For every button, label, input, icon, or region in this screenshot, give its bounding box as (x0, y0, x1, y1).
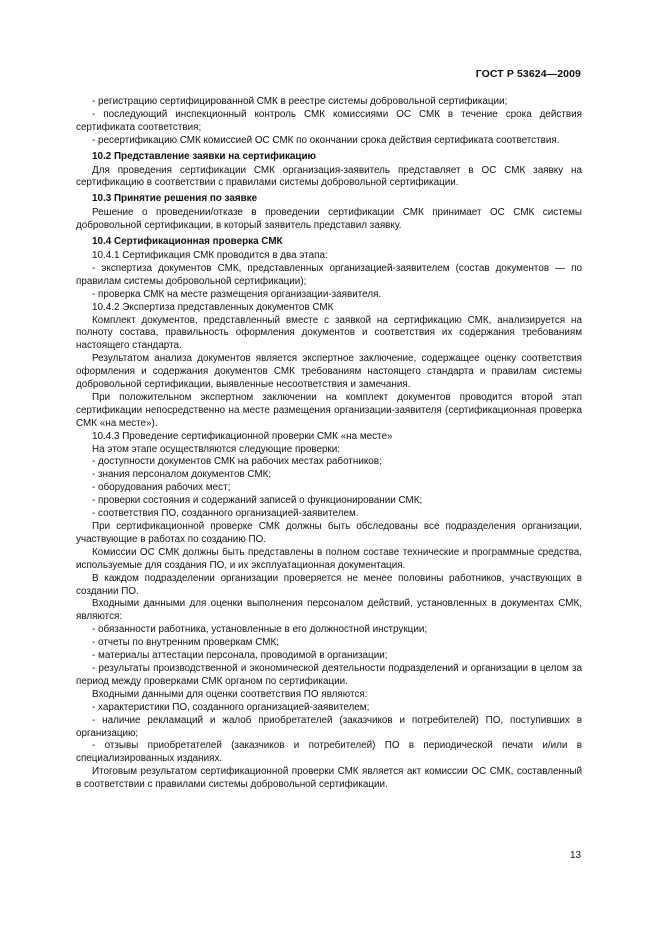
list-item: - ресертификацию СМК комиссией ОС СМК по окончании срока действия сертификата соответствия. (92, 134, 560, 146)
paragraph: 10.4.1 Сертификация СМК проводится в два этапа: (92, 249, 328, 261)
paragraph: Входными данными для оценки соответствия ПО являются: (92, 688, 368, 700)
paragraph: 10.4.2 Экспертиза представленных документов СМК (92, 301, 334, 313)
paragraph: Для проведения сертификации СМК организация-заявитель представляет в ОС СМК заявку на сертификацию в соответствии с правилами системы добровольной сертификации. (76, 164, 582, 189)
paragraph: При сертификационной проверке СМК должны быть обследованы все подразделения организации, участвующие в работах по созданию ПО. (76, 521, 582, 545)
paragraph: Комиссии ОС СМК должны быть представлены в полном составе технические и программные средства, используемые для создания ПО, и их эксплуатационная документация. (76, 546, 582, 571)
list-item: - характеристики ПО, созданного организацией-заявителем; (92, 701, 370, 713)
list-item: - знания персоналом документов СМК; (92, 469, 272, 481)
page-header-standard-code: ГОСТ Р 53624—2009 (475, 68, 581, 80)
paragraph: В каждом подразделении организации проверяется не менее половины работников, участвующих в создании ПО. (76, 572, 582, 597)
section-heading: 10.3 Принятие решения по заявке (92, 193, 258, 205)
list-item: - отзывы приобретателей (заказчиков и потребителей) ПО в периодической печати и/или в специализированных изданиях. (76, 740, 582, 765)
list-item: - результаты производственной и экономической деятельности подразделений и организации в целом за период между проверками СМК органом по сертификации. (76, 662, 582, 687)
list-item: - доступности документов СМК на рабочих местах работников; (92, 456, 382, 468)
list-item: - оборудования рабочих мест; (92, 482, 231, 494)
section-heading: 10.4 Сертификационная проверка СМК (92, 236, 283, 248)
list-item: - проверка СМК на месте размещения организации-заявителя. (92, 288, 382, 300)
list-item: - последующий инспекционный контроль СМК комиссиями ОС СМК в течение срока действия сертификата соответствия; (76, 108, 582, 133)
document-body (76, 96, 582, 792)
paragraph: 10.4.3 Проведение сертификационной проверки СМК «на месте» (92, 430, 393, 442)
list-item: - наличие рекламаций и жалоб приобретателей (заказчиков и потребителей) ПО, поступивших в организацию; (76, 714, 582, 739)
paragraph: Итоговым результатом сертификационной проверки СМК является акт комиссии ОС СМК, составленный в соответствии с правилами системы добровольной сертификации. (76, 766, 582, 791)
list-item: - регистрацию сертифицированной СМК в реестре системы добровольной сертификации; (92, 96, 508, 107)
list-item: - соответствия ПО, созданного организацией-заявителем. (92, 508, 359, 520)
paragraph: Входными данными для оценки выполнения персоналом действий, установленных в документах СМК, являются: (76, 598, 582, 623)
list-item: - проверки состояния и содержаний записей о функционировании СМК; (92, 495, 423, 507)
paragraph: Комплект документов, представленный вместе с заявкой на сертификацию СМК, анализируется на полноту состава, правильность оформления документов и соответствия их содержания требованиям настоящего стандарта. (76, 314, 582, 352)
page-number: 13 (570, 850, 581, 861)
paragraph: Результатом анализа документов является экспертное заключение, содержащее оценку соответствия оформления и содержания документов СМК требованиям настоящего стандарта и правилам системы добровольной сертификации, выявленные несоответствия и замечания. (76, 353, 582, 391)
paragraph: На этом этапе осуществляются следующие проверки: (92, 443, 341, 455)
list-item: - материалы аттестации персонала, проводимой в организации; (92, 650, 388, 662)
paragraph: При положительном экспертном заключении на комплект документов проводится второй этап сертификации непосредственно на месте размещения организации-заявителя (сертификационная проверка СМК «на месте»). (76, 391, 582, 429)
paragraph: Решение о проведении/отказе в проведении сертификации СМК принимает ОС СМК системы добровольной сертификации, в который заявитель представил заявку. (76, 207, 582, 232)
list-item: - экспертиза документов СМК, представленных организацией-заявителем (состав документов — по правилам системы добровольной сертификации); (76, 262, 582, 287)
section-heading: 10.2 Представление заявки на сертификацию (92, 150, 316, 162)
list-item: - обязанности работника, установленные в его должностной инструкции; (92, 624, 428, 636)
list-item: - отчеты по внутренним проверкам СМК; (92, 637, 279, 649)
